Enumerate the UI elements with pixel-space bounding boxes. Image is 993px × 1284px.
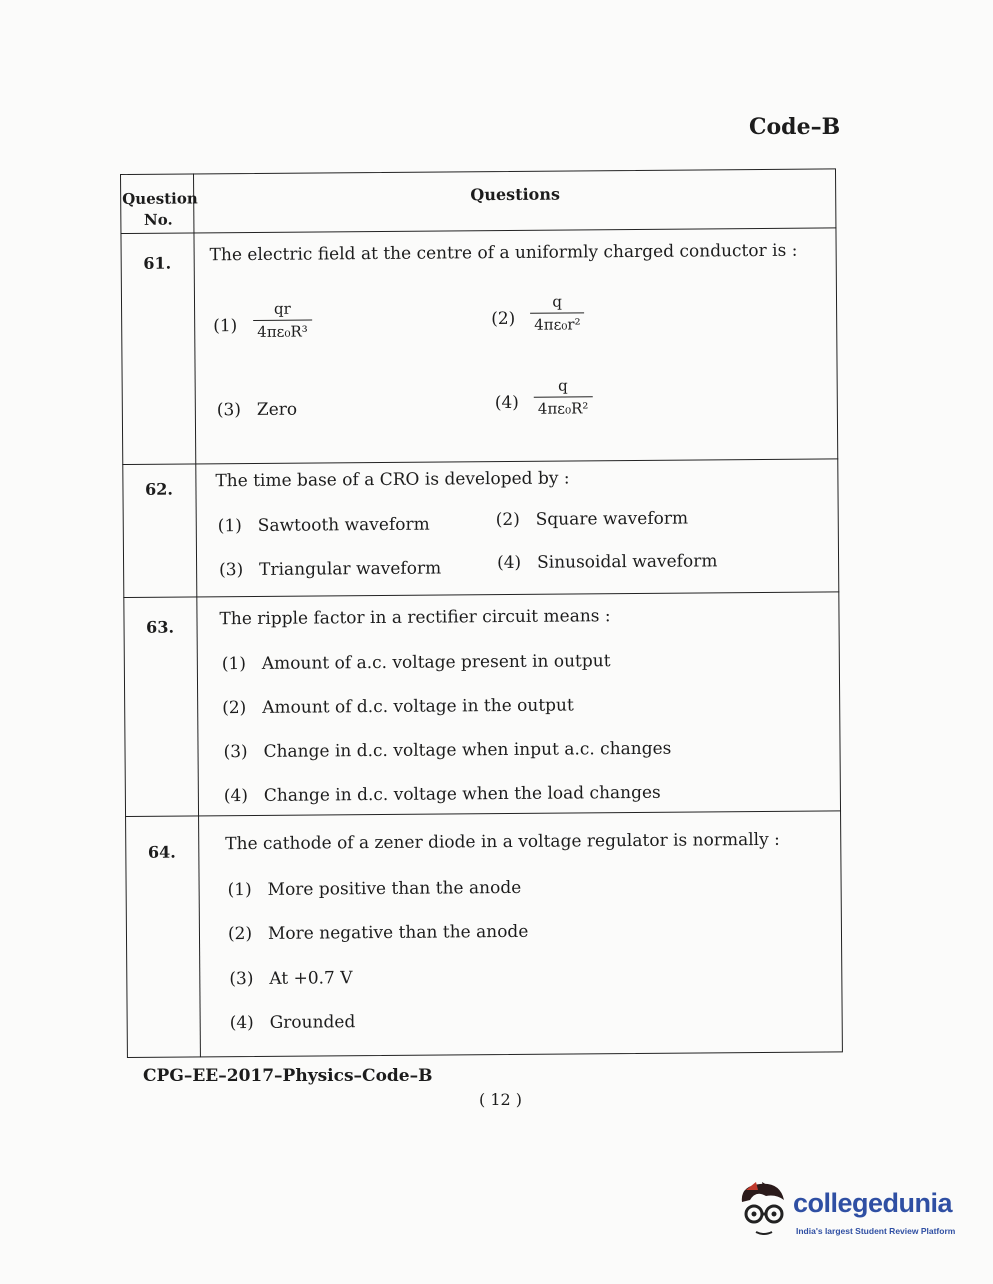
option-1: (1) More positive than the anode	[227, 877, 522, 901]
brand-name: collegedunia	[793, 1188, 953, 1218]
numerator: qr	[273, 299, 291, 318]
option-4: (4) Grounded	[229, 1012, 356, 1034]
question-text: The electric field at the centre of a uniformly charged conductor is :	[209, 240, 798, 266]
option-1: (1) Sawtooth waveform	[217, 514, 430, 537]
option-3: (3) Change in d.c. voltage when input a.c. changes	[223, 738, 672, 763]
option-2: (2) Square waveform	[495, 508, 689, 531]
fraction-option-1	[253, 299, 312, 340]
mascot-icon	[736, 1180, 790, 1242]
option-3: (3) Zero	[216, 399, 298, 421]
numerator: q	[552, 292, 563, 311]
fraction-option-4	[534, 376, 593, 417]
question-text: The ripple factor in a rectifier circuit means :	[219, 606, 611, 630]
numerator: q	[558, 376, 568, 395]
page-number: ( 12 )	[479, 1090, 523, 1109]
option-4: (4)	[494, 392, 519, 414]
question-text: The cathode of a zener diode in a voltage regulator is normally :	[225, 829, 780, 855]
header-questions: Questions	[470, 184, 561, 205]
question-text: The time base of a CRO is developed by :	[215, 468, 570, 492]
fraction-option-2	[530, 292, 585, 333]
option-2: (2) Amount of d.c. voltage in the output	[222, 695, 574, 719]
option-4: (4) Change in d.c. voltage when the load changes	[223, 782, 661, 807]
option-4: (4) Sinusoidal waveform	[496, 551, 718, 574]
option-1: (1)	[213, 316, 238, 337]
option-3: (3) Triangular waveform	[219, 558, 442, 581]
option-2: (2) More negative than the anode	[227, 921, 529, 945]
footer-code: CPG–EE–2017–Physics–Code–B	[143, 1066, 433, 1086]
denominator: 4πε₀R²	[534, 396, 593, 417]
paper-code: Code–B	[749, 114, 841, 140]
question-table	[120, 168, 843, 1058]
option-3: (3) At +0.7 V	[229, 968, 353, 990]
question-number: 62.	[144, 479, 173, 499]
question-number: 61.	[143, 253, 172, 273]
option-1: (1) Amount of a.c. voltage present in output	[221, 651, 611, 675]
question-number: 64.	[147, 842, 176, 862]
brand-tagline: India's largest Student Review Platform	[796, 1226, 956, 1236]
option-2: (2)	[491, 308, 516, 330]
collegedunia-watermark	[736, 1178, 968, 1244]
denominator: 4πε₀R³	[253, 319, 312, 340]
denominator: 4πε₀r²	[530, 312, 585, 333]
question-number: 63.	[146, 617, 175, 637]
header-question-no: Question No.	[122, 189, 198, 229]
